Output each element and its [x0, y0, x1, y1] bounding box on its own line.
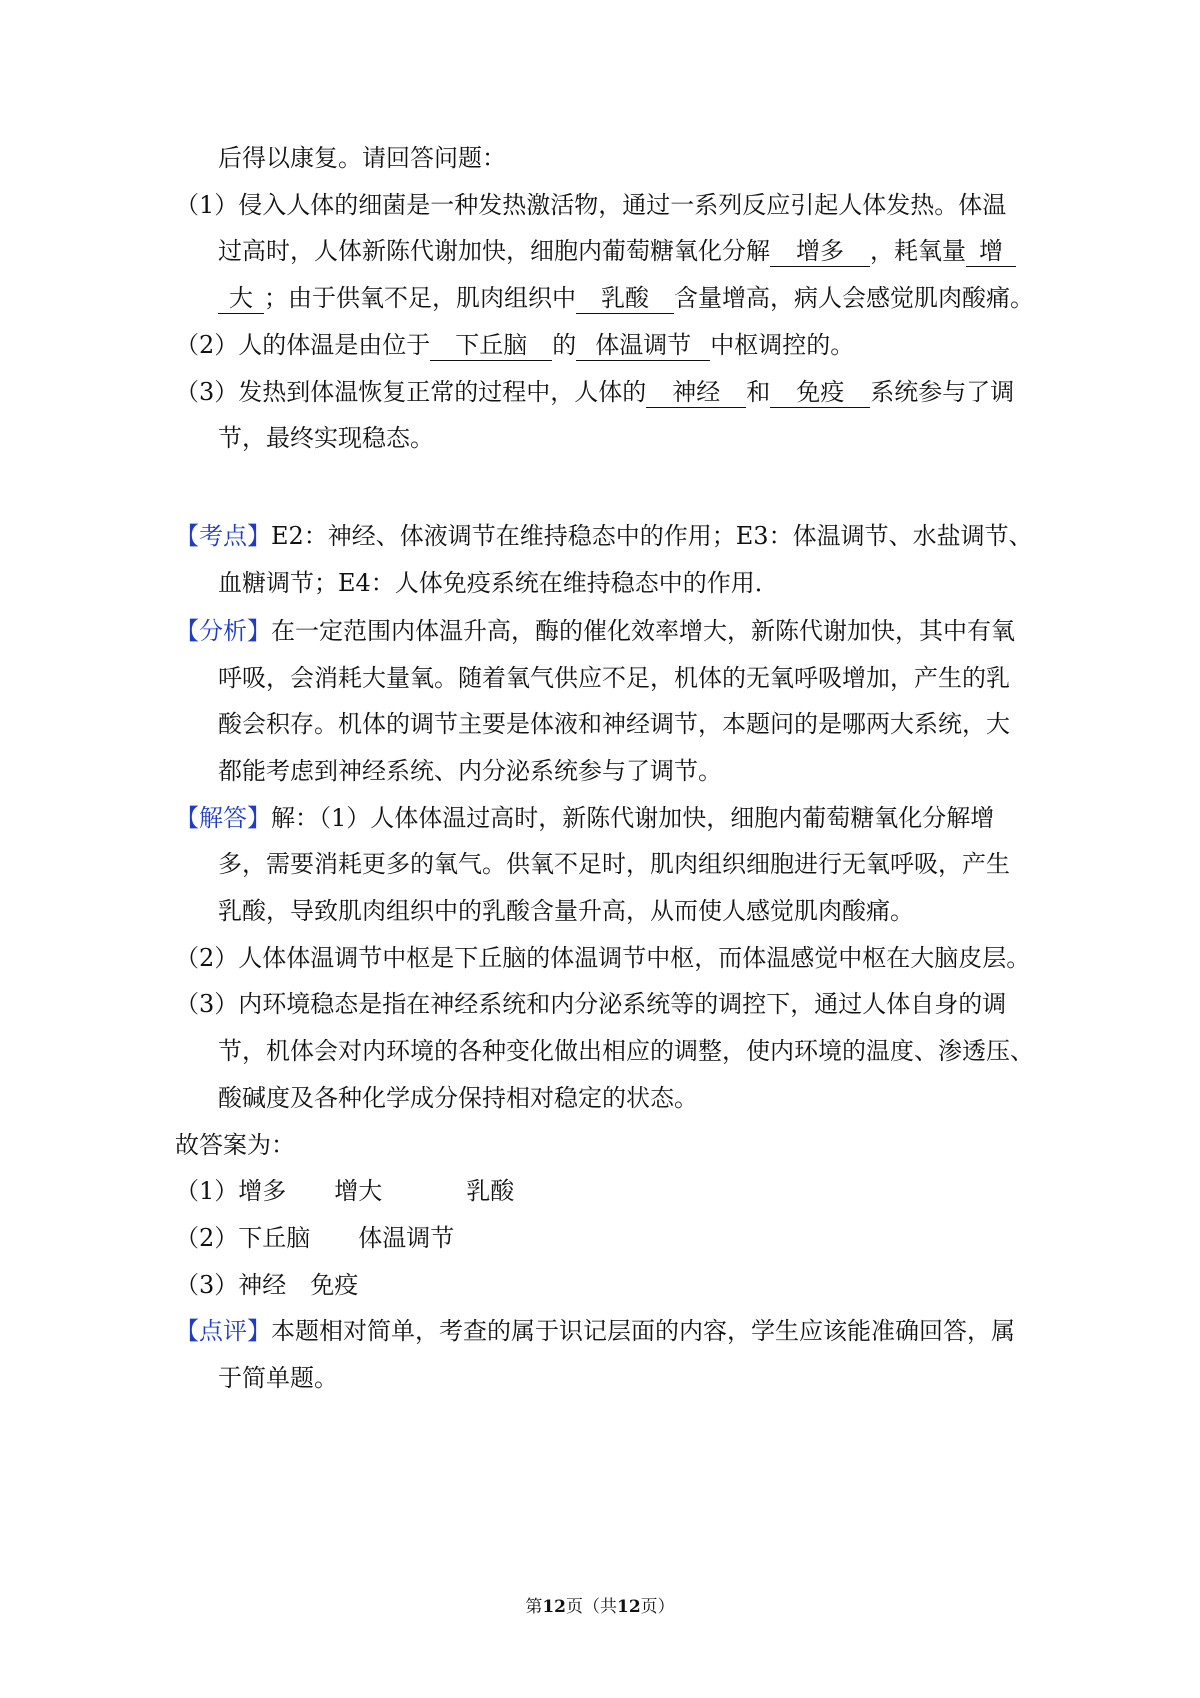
q2-text-a: （2）人的体温是由位于: [175, 331, 431, 359]
answer-1-b: 增大: [334, 1177, 383, 1205]
footer-total-pages: 12: [617, 1597, 641, 1617]
q3-line2: 节，最终实现稳态。: [218, 424, 434, 452]
q1-line3-text-a: ；由于供氧不足，肌肉组织中: [264, 284, 576, 312]
fenxi-line1: [175, 613, 1015, 649]
jieda-text-1: 解：（1）人体体温过高时，新陈代谢加快，细胞内葡萄糖氧化分解增: [271, 804, 995, 832]
jieda-line3: 乳酸，导致肌肉组织中的乳酸含量升高，从而使人感觉肌肉酸痛。: [218, 897, 914, 925]
fenxi-text-1: 在一定范围内体温升高，酶的催化效率增大，新陈代谢加快，其中有氧: [271, 617, 1015, 645]
q2-answer-blank-2: 体温调节: [576, 330, 710, 361]
q3-answer-blank-1: 神经: [646, 377, 746, 408]
question-intro-tail: 后得以康复。请回答问题：: [218, 144, 506, 172]
footer-page-number: 12: [542, 1597, 566, 1617]
q1-line2: [218, 233, 1016, 269]
q2-answer-blank-1: 下丘脑: [430, 330, 552, 361]
answer-row-3: [175, 1267, 358, 1303]
kaodian-text-1: E2：神经、体液调节在维持稳态中的作用；E3：体温调节、水盐调节、: [271, 522, 1033, 550]
jieda-line4: （2）人体体温调节中枢是下丘脑的体温调节中枢，而体温感觉中枢在大脑皮层。: [175, 944, 1031, 972]
jieda-line6: 节，机体会对内环境的各种变化做出相应的调整，使内环境的温度、渗透压、: [218, 1037, 1034, 1065]
answer-3-b: 免疫: [310, 1271, 359, 1299]
kaodian-line2: 血糖调节；E4：人体免疫系统在维持稳态中的作用．: [218, 569, 779, 597]
answer-1-a: 增多: [238, 1177, 287, 1205]
jieda-line1: [175, 800, 994, 836]
q3-text-a: （3）发热到体温恢复正常的过程中，人体的: [175, 378, 647, 406]
q2-text-c: 中枢调控的。: [710, 331, 855, 359]
q1-answer-blank-3: 乳酸: [576, 283, 674, 314]
footer-suffix: 页）: [640, 1597, 675, 1617]
dianping-line2: 于简单题。: [218, 1364, 338, 1392]
fenxi-line2: 呼吸，会消耗大量氧。随着氧气供应不足，机体的无氧呼吸增加，产生的乳: [218, 664, 1010, 692]
answer-3-number: （3）: [175, 1271, 239, 1299]
dianping-tag: 【点评】: [175, 1317, 271, 1345]
q1-line3-text-b: 含量增高，病人会感觉肌肉酸痛。: [674, 284, 1034, 312]
q1-answer-blank-1: 增多: [770, 236, 870, 267]
answer-3-a: 神经: [238, 1271, 287, 1299]
q3-text-b: 和: [746, 378, 771, 406]
footer-prefix: 第: [525, 1597, 543, 1617]
q1-line3: [218, 280, 1034, 316]
fenxi-line3: 酸会积存。机体的调节主要是体液和神经调节，本题问的是哪两大系统，大: [218, 710, 1010, 738]
q1-line1: （1）侵入人体的细菌是一种发热激活物，通过一系列反应引起人体发热。体温: [175, 191, 1007, 219]
jieda-tag: 【解答】: [175, 804, 271, 832]
answer-intro: 故答案为：: [175, 1131, 295, 1159]
kaodian-line1: [175, 518, 1033, 554]
q2-text-b: 的: [552, 331, 577, 359]
fenxi-line4: 都能考虑到神经系统、内分泌系统参与了调节。: [218, 757, 722, 785]
answer-row-2: [175, 1220, 454, 1256]
answer-2-b: 体温调节: [358, 1224, 455, 1252]
answer-2-number: （2）: [175, 1224, 239, 1252]
q2-line: [175, 327, 854, 363]
q3-line1: [175, 374, 1014, 410]
answer-row-1: [175, 1173, 514, 1209]
q1-answer-blank-2b: 大: [218, 283, 264, 314]
q1-answer-blank-2a: 增: [966, 236, 1016, 267]
q1-line2-text-b: ，耗氧量: [870, 237, 966, 265]
jieda-line5: （3）内环境稳态是指在神经系统和内分泌系统等的调控下，通过人体自身的调: [175, 990, 1007, 1018]
jieda-line7: 酸碱度及各种化学成分保持相对稳定的状态。: [218, 1084, 698, 1112]
kaodian-tag: 【考点】: [175, 522, 271, 550]
q3-text-c: 系统参与了调: [870, 378, 1015, 406]
answer-2-a: 下丘脑: [238, 1224, 311, 1252]
answer-1-c: 乳酸: [466, 1177, 515, 1205]
footer-middle: 页（共: [566, 1597, 617, 1617]
jieda-line2: 多，需要消耗更多的氧气。供氧不足时，肌肉组织细胞进行无氧呼吸，产生: [218, 850, 1010, 878]
dianping-text-1: 本题相对简单，考查的属于识记层面的内容，学生应该能准确回答，属: [271, 1317, 1015, 1345]
q3-answer-blank-2: 免疫: [770, 377, 870, 408]
page-footer: [0, 1595, 1200, 1619]
dianping-line1: [175, 1313, 1015, 1349]
answer-1-number: （1）: [175, 1177, 239, 1205]
fenxi-tag: 【分析】: [175, 617, 271, 645]
q1-line2-text-a: 过高时，人体新陈代谢加快，细胞内葡萄糖氧化分解: [218, 237, 770, 265]
